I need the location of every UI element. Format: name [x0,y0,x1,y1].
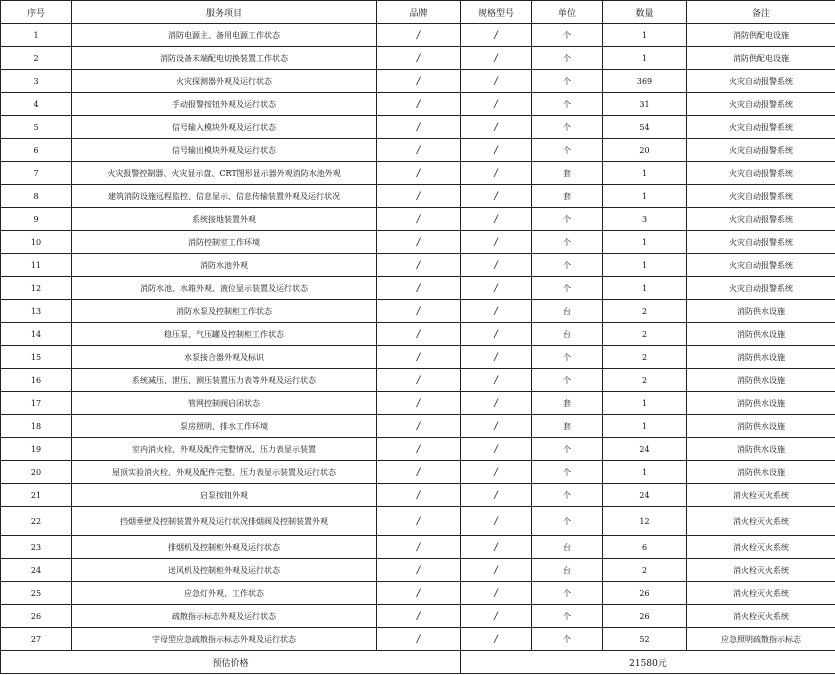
row-unit: 个 [532,507,603,536]
row-unit: 个 [532,582,603,605]
row-model: / [461,24,532,47]
row-qty: 1 [603,392,687,415]
row-model: / [461,415,532,438]
row-note: 消防供水设施 [687,300,835,323]
row-qty: 1 [603,162,687,185]
row-no: 25 [1,582,72,605]
row-note: 火灾自动报警系统 [687,277,835,300]
row-no: 3 [1,70,72,93]
row-model: / [461,139,532,162]
row-unit: 个 [532,438,603,461]
row-item: 信号输出模块外观及运行状态 [72,139,377,162]
row-model: / [461,116,532,139]
row-model: / [461,300,532,323]
row-unit: 个 [532,484,603,507]
table-row [1,139,835,162]
row-unit: 个 [532,277,603,300]
row-note: 火灾自动报警系统 [687,208,835,231]
row-brand: / [377,346,461,369]
header-brand: 品牌 [377,1,461,24]
row-no: 15 [1,346,72,369]
row-no: 6 [1,139,72,162]
row-note: 消防供配电设施 [687,47,835,70]
row-note: 火灾自动报警系统 [687,139,835,162]
table-row [1,536,835,559]
table-row [1,254,835,277]
row-unit: 个 [532,628,603,651]
row-model: / [461,70,532,93]
row-item: 字母型应急疏散指示标志外观及运行状态 [72,628,377,651]
row-qty: 31 [603,93,687,116]
row-qty: 20 [603,139,687,162]
table-row [1,582,835,605]
row-item: 火灾探测器外观及运行状态 [72,70,377,93]
row-no: 23 [1,536,72,559]
table-row [1,70,835,93]
header-unit: 单位 [532,1,603,24]
row-qty: 52 [603,628,687,651]
total-row [1,651,835,674]
row-unit: 台 [532,300,603,323]
row-model: / [461,277,532,300]
row-note: 火灾自动报警系统 [687,162,835,185]
total-value: 21580元 [461,651,835,674]
row-no: 10 [1,231,72,254]
table-row [1,628,835,651]
row-brand: / [377,24,461,47]
row-brand: / [377,369,461,392]
row-item: 疏散指示标志外观及运行状态 [72,605,377,628]
row-no: 17 [1,392,72,415]
row-no: 14 [1,323,72,346]
row-item: 水泵接合器外观及标识 [72,346,377,369]
row-note: 消火栓灭火系统 [687,582,835,605]
row-item: 建筑消防设施远程监控、信息显示、信息传输装置外观及运行状况 [72,185,377,208]
row-item: 消防水池外观 [72,254,377,277]
row-qty: 2 [603,369,687,392]
row-item: 稳压泵、气压罐及控制柜工作状态 [72,323,377,346]
row-model: / [461,254,532,277]
row-qty: 2 [603,323,687,346]
table-row [1,415,835,438]
row-qty: 54 [603,116,687,139]
row-note: 消火栓灭火系统 [687,484,835,507]
row-qty: 1 [603,185,687,208]
row-unit: 个 [532,605,603,628]
row-no: 5 [1,116,72,139]
row-brand: / [377,484,461,507]
row-qty: 26 [603,582,687,605]
row-brand: / [377,415,461,438]
table-row [1,93,835,116]
row-item: 泵房照明、排水工作环境 [72,415,377,438]
row-item: 送风机及控制柜外观及运行状态 [72,559,377,582]
total-label: 预估价格 [1,651,461,674]
row-unit: 个 [532,208,603,231]
row-no: 11 [1,254,72,277]
row-item: 消防设备末端配电切换装置工作状态 [72,47,377,70]
header-no: 序号 [1,1,72,24]
row-no: 2 [1,47,72,70]
row-brand: / [377,47,461,70]
header-model: 规格型号 [461,1,532,24]
row-brand: / [377,323,461,346]
row-unit: 套 [532,392,603,415]
row-unit: 台 [532,536,603,559]
row-item: 火灾报警控制器、火灾显示盘、CRT图形显示器外观消防水池外观 [72,162,377,185]
row-note: 火灾自动报警系统 [687,254,835,277]
table-body [1,24,835,651]
row-qty: 3 [603,208,687,231]
table-row [1,300,835,323]
table-row [1,438,835,461]
table-header-row [1,1,835,24]
row-qty: 1 [603,24,687,47]
row-brand: / [377,254,461,277]
row-no: 19 [1,438,72,461]
row-item: 手动报警按钮外观及运行状态 [72,93,377,116]
row-qty: 369 [603,70,687,93]
row-model: / [461,461,532,484]
row-qty: 6 [603,536,687,559]
row-unit: 个 [532,461,603,484]
row-no: 7 [1,162,72,185]
row-no: 24 [1,559,72,582]
row-note: 火灾自动报警系统 [687,70,835,93]
row-item: 系统接地装置外观 [72,208,377,231]
table-row [1,507,835,536]
row-brand: / [377,392,461,415]
row-note: 消防供水设施 [687,369,835,392]
row-brand: / [377,116,461,139]
row-brand: / [377,162,461,185]
row-unit: 套 [532,415,603,438]
row-model: / [461,582,532,605]
row-item: 信号输入模块外观及运行状态 [72,116,377,139]
row-unit: 个 [532,231,603,254]
table-row [1,461,835,484]
row-model: / [461,628,532,651]
row-qty: 24 [603,484,687,507]
row-note: 消火栓灭火系统 [687,559,835,582]
row-model: / [461,369,532,392]
table-row [1,323,835,346]
table-row [1,24,835,47]
row-note: 火灾自动报警系统 [687,116,835,139]
row-model: / [461,231,532,254]
table-row [1,277,835,300]
table-row [1,231,835,254]
row-qty: 2 [603,346,687,369]
table-row [1,346,835,369]
row-brand: / [377,559,461,582]
row-model: / [461,346,532,369]
row-brand: / [377,536,461,559]
row-note: 应急照明疏散指示标志 [687,628,835,651]
row-qty: 1 [603,461,687,484]
row-unit: 套 [532,185,603,208]
row-model: / [461,47,532,70]
row-item: 屋顶实验消火栓、外观及配件完整、压力表显示装置及运行状态 [72,461,377,484]
row-no: 22 [1,507,72,536]
row-item: 消防控制室工作环境 [72,231,377,254]
table-row [1,47,835,70]
row-no: 13 [1,300,72,323]
row-note: 消防供配电设施 [687,24,835,47]
row-no: 26 [1,605,72,628]
row-no: 21 [1,484,72,507]
row-note: 消火栓灭火系统 [687,536,835,559]
row-unit: 个 [532,116,603,139]
header-note: 备注 [687,1,835,24]
row-item: 消防水泵及控制柜工作状态 [72,300,377,323]
row-item: 消防电源主、备用电源工作状态 [72,24,377,47]
table-row [1,162,835,185]
row-unit: 个 [532,24,603,47]
row-item: 启泵按钮外观 [72,484,377,507]
row-item: 管网控制阀启闭状态 [72,392,377,415]
row-unit: 个 [532,369,603,392]
table-row [1,392,835,415]
row-no: 27 [1,628,72,651]
row-item: 应急灯外观、工作状态 [72,582,377,605]
row-note: 火灾自动报警系统 [687,231,835,254]
row-note: 消防供水设施 [687,415,835,438]
row-qty: 26 [603,605,687,628]
row-no: 16 [1,369,72,392]
row-qty: 2 [603,300,687,323]
row-unit: 个 [532,346,603,369]
table-row [1,208,835,231]
row-no: 20 [1,461,72,484]
row-brand: / [377,507,461,536]
row-item: 系统减压、泄压、测压装置压力表等外观及运行状态 [72,369,377,392]
row-model: / [461,162,532,185]
row-brand: / [377,605,461,628]
row-brand: / [377,582,461,605]
row-unit: 个 [532,254,603,277]
row-model: / [461,507,532,536]
row-model: / [461,438,532,461]
row-brand: / [377,70,461,93]
row-model: / [461,484,532,507]
row-note: 火灾自动报警系统 [687,185,835,208]
row-model: / [461,605,532,628]
row-brand: / [377,277,461,300]
row-brand: / [377,93,461,116]
row-note: 火灾自动报警系统 [687,93,835,116]
row-unit: 个 [532,70,603,93]
row-no: 1 [1,24,72,47]
row-brand: / [377,139,461,162]
row-no: 4 [1,93,72,116]
row-brand: / [377,300,461,323]
row-item: 室内消火栓、外观及配件完整情况、压力表显示装置 [72,438,377,461]
row-model: / [461,208,532,231]
row-no: 9 [1,208,72,231]
row-note: 消防供水设施 [687,461,835,484]
header-qty: 数量 [603,1,687,24]
header-item: 服务项目 [72,1,377,24]
row-no: 8 [1,185,72,208]
row-note: 消防供水设施 [687,323,835,346]
row-unit: 个 [532,139,603,162]
table-row [1,185,835,208]
table-row [1,559,835,582]
table-row [1,605,835,628]
row-qty: 1 [603,47,687,70]
row-unit: 台 [532,323,603,346]
row-note: 消火栓灭火系统 [687,507,835,536]
row-qty: 2 [603,559,687,582]
row-qty: 1 [603,254,687,277]
row-note: 消防供水设施 [687,346,835,369]
row-unit: 套 [532,162,603,185]
row-brand: / [377,231,461,254]
table-row [1,369,835,392]
row-no: 12 [1,277,72,300]
row-brand: / [377,208,461,231]
row-qty: 1 [603,231,687,254]
row-unit: 个 [532,47,603,70]
row-brand: / [377,438,461,461]
row-unit: 个 [532,93,603,116]
row-note: 消防供水设施 [687,438,835,461]
row-qty: 24 [603,438,687,461]
row-no: 18 [1,415,72,438]
row-note: 消火栓灭火系统 [687,605,835,628]
row-brand: / [377,628,461,651]
row-item: 排烟机及控制柜外观及运行状态 [72,536,377,559]
row-qty: 1 [603,415,687,438]
row-item: 挡烟垂壁及控制装置外观及运行状况排烟阀及控制装置外观 [72,507,377,536]
row-qty: 12 [603,507,687,536]
row-model: / [461,185,532,208]
row-model: / [461,536,532,559]
table-row [1,484,835,507]
row-model: / [461,559,532,582]
row-unit: 台 [532,559,603,582]
row-model: / [461,392,532,415]
table-row [1,116,835,139]
row-model: / [461,93,532,116]
row-model: / [461,323,532,346]
row-brand: / [377,185,461,208]
row-brand: / [377,461,461,484]
row-qty: 1 [603,277,687,300]
row-item: 消防水池、水箱外观、液位显示装置及运行状态 [72,277,377,300]
row-note: 消防供水设施 [687,392,835,415]
